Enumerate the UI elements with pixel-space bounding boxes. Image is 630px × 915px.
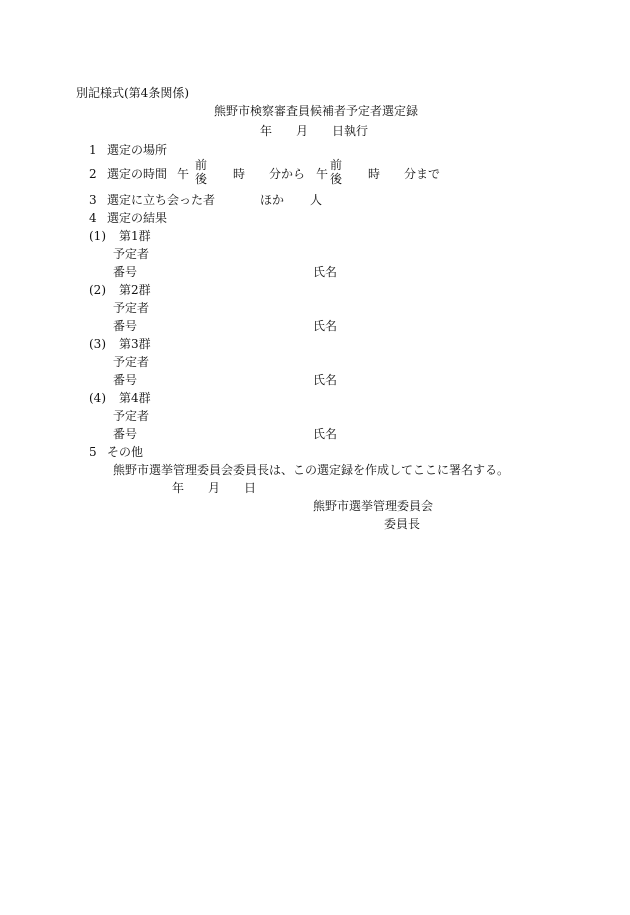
item-number: 5 <box>89 445 97 459</box>
persons-label: 人 <box>310 193 323 207</box>
group-label: 第3群 <box>119 337 151 351</box>
item-label: 選定の時間 <box>107 167 168 181</box>
exec-year: 年 <box>260 124 273 138</box>
item-number: 2 <box>89 167 97 181</box>
yoteisha-label: 予定者 <box>113 301 150 315</box>
group-label: 第4群 <box>119 391 151 405</box>
end-zen: 前 <box>329 158 342 172</box>
group-label: 第2群 <box>119 283 151 297</box>
shimei-label: 氏名 <box>313 265 338 279</box>
sign-month: 月 <box>208 481 221 495</box>
sign-day: 日 <box>244 481 257 495</box>
group-label: 第1群 <box>119 229 151 243</box>
bango-label: 番号 <box>113 427 138 441</box>
item-label: 選定の場所 <box>107 143 168 157</box>
bango-label: 番号 <box>113 265 138 279</box>
item-number: 3 <box>89 193 97 207</box>
shimei-label: 氏名 <box>313 373 338 387</box>
end-ampm-stack <box>329 158 343 186</box>
shimei-label: 氏名 <box>313 319 338 333</box>
end-go: 午 <box>316 167 329 181</box>
document-title: 熊野市検察審査員候補者予定者選定録 <box>214 104 419 118</box>
exec-day: 日執行 <box>332 124 369 138</box>
start-from: 分から <box>269 167 306 181</box>
form-header-label: 別記様式(第4条関係) <box>76 86 189 100</box>
end-ato: 後 <box>329 172 342 186</box>
start-hour: 時 <box>233 167 246 181</box>
item-label: 選定の結果 <box>107 211 168 225</box>
start-go: 午 <box>177 167 190 181</box>
committee-name: 熊野市選挙管理委員会 <box>313 499 434 513</box>
group-number: (1) <box>89 229 106 243</box>
exec-month: 月 <box>296 124 309 138</box>
yoteisha-label: 予定者 <box>113 409 150 423</box>
shimei-label: 氏名 <box>313 427 338 441</box>
end-hour: 時 <box>368 167 381 181</box>
chairman-label: 委員長 <box>384 517 421 531</box>
item-number: 4 <box>89 211 97 225</box>
start-ato: 後 <box>194 172 207 186</box>
bango-label: 番号 <box>113 373 138 387</box>
statement-text: 熊野市選挙管理委員会委員長は、この選定録を作成してここに署名する。 <box>113 463 510 477</box>
start-ampm-stack <box>194 158 208 186</box>
item-label: 選定に立ち会った者 <box>107 193 216 207</box>
sign-year: 年 <box>172 481 185 495</box>
yoteisha-label: 予定者 <box>113 247 150 261</box>
group-number: (2) <box>89 283 106 297</box>
item-label: その他 <box>107 445 144 459</box>
end-until: 分まで <box>404 167 441 181</box>
bango-label: 番号 <box>113 319 138 333</box>
item-number: 1 <box>89 143 97 157</box>
group-number: (3) <box>89 337 106 351</box>
yoteisha-label: 予定者 <box>113 355 150 369</box>
start-zen: 前 <box>194 158 207 172</box>
others-label: ほか <box>260 193 285 207</box>
group-number: (4) <box>89 391 106 405</box>
